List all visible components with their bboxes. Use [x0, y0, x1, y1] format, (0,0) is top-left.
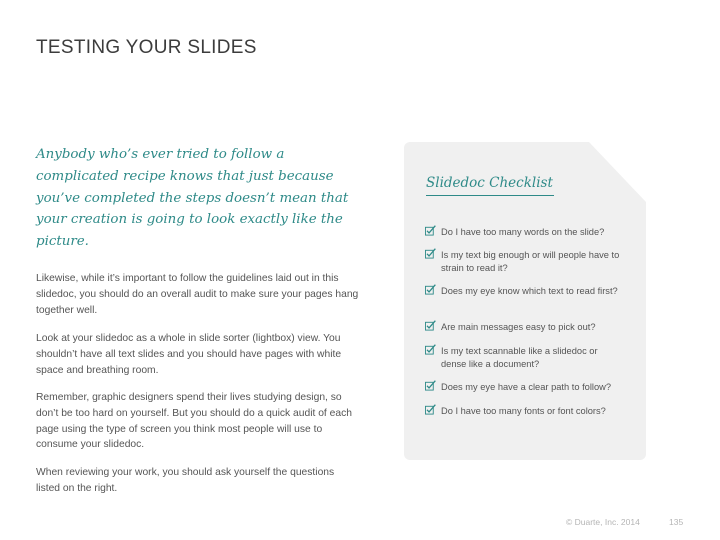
body-paragraph: Likewise, while it’s important to follow the guidelines laid out in this slidedoc, you should do an overall audit to make sure your pages hang together well.: [36, 273, 359, 316]
checklist-item-text: Does my eye know which text to read first?: [441, 286, 618, 296]
checklist-item: [425, 381, 625, 394]
body-paragraph: Remember, graphic designers spend their lives studying design, so don’t be too hard on yourself. But you should do a quick audit of each page using the type of screen you think most people will use to consume your slidedoc.: [36, 392, 352, 451]
checkbox-checked-icon: [425, 344, 436, 355]
checkbox-checked-icon: [425, 284, 436, 295]
checklist-title: Slidedoc Checklist: [426, 175, 553, 191]
checklist-item: [425, 249, 625, 274]
checkbox-checked-icon: [425, 248, 436, 259]
checkbox-checked-icon: [425, 404, 436, 415]
checklist-item: [425, 405, 625, 418]
body-paragraph: When reviewing your work, you should ask yourself the questions listed on the right.: [36, 467, 335, 494]
checklist-item: [425, 226, 625, 239]
checkbox-checked-icon: [425, 320, 436, 331]
checklist-item-text: Does my eye have a clear path to follow?: [441, 382, 612, 392]
lead-paragraph: Anybody who’s ever tried to follow a complicated recipe knows that just because you’ve completed the steps doesn’t mean that your creation is going to look exactly like the picture.: [36, 147, 349, 250]
footer-copyright: © Duarte, Inc. 2014: [566, 517, 640, 527]
slide-title: TESTING YOUR SLIDES: [36, 37, 257, 58]
checkbox-checked-icon: [425, 225, 436, 236]
checkbox-checked-icon: [425, 380, 436, 391]
checklist-item-text: Is my text big enough or will people have to strain to read it?: [441, 250, 620, 273]
checklist-item-text: Do I have too many words on the slide?: [441, 227, 605, 237]
checklist-item: [425, 321, 625, 334]
checklist-item: [425, 345, 625, 370]
checklist-item-text: Do I have too many fonts or font colors?: [441, 406, 606, 416]
checklist-title-underline: [426, 195, 554, 196]
footer-page-number: 135: [669, 517, 684, 527]
checklist-item-text: Are main messages easy to pick out?: [441, 322, 596, 332]
checklist-item: [425, 285, 625, 298]
body-paragraph: Look at your slidedoc as a whole in slide sorter (lightbox) view. You shouldn’t have all text slides and you should have pages with white space and breathing room.: [36, 333, 342, 376]
checklist-item-text: Is my text scannable like a slidedoc or dense like a document?: [441, 346, 598, 369]
